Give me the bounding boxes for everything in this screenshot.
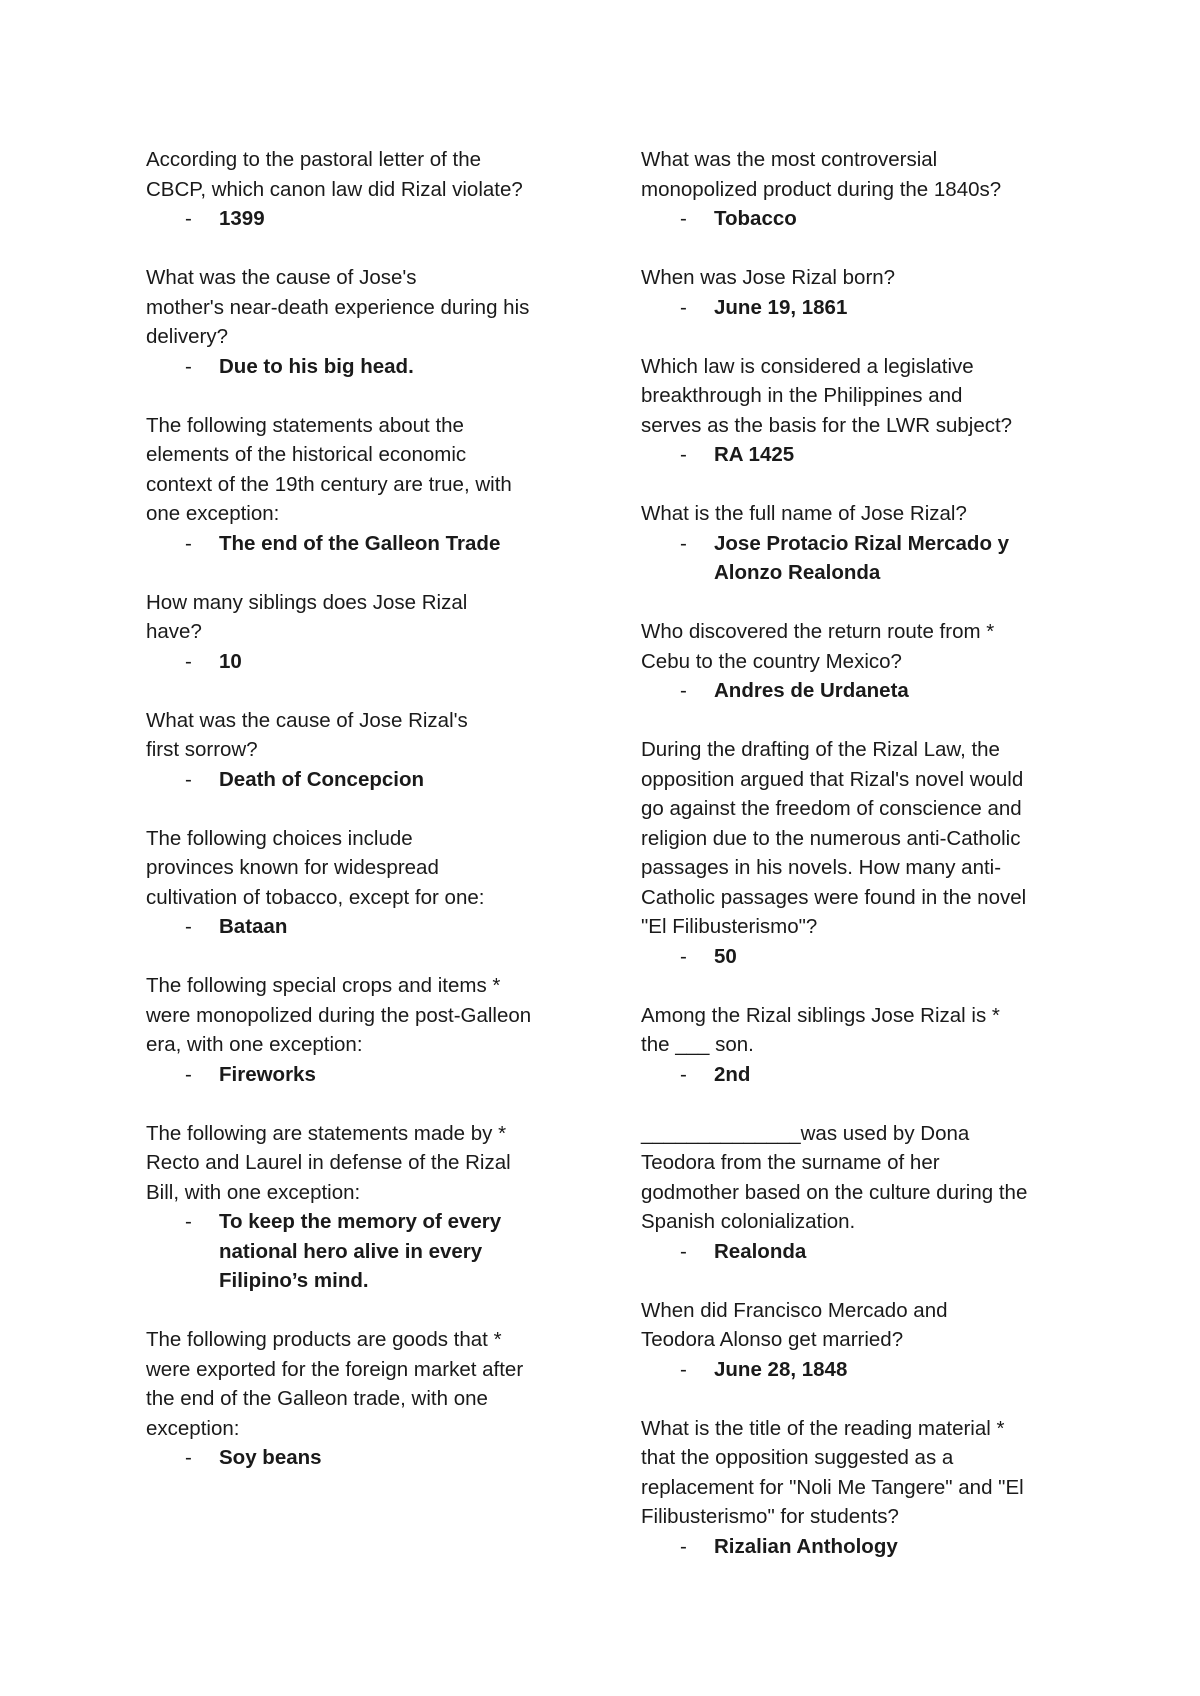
answer-text: 1399 <box>219 207 265 230</box>
bullet-dash: - <box>680 1062 687 1086</box>
bullet-dash: - <box>185 1446 192 1469</box>
answer-text: Fireworks <box>219 1062 316 1086</box>
qa-item <box>146 1325 586 1473</box>
right-column <box>641 145 1081 1591</box>
answer-item <box>641 1532 1081 1562</box>
question-text: The following are statements made by * Recto and Laurel in defense of the Rizal Bill, with one exception: <box>146 1121 511 1204</box>
answer-text: June 19, 1861 <box>714 295 848 319</box>
answer-item <box>641 529 1081 588</box>
qa-item <box>641 1414 1081 1562</box>
qa-item <box>641 352 1081 470</box>
bullet-dash: - <box>680 1534 687 1558</box>
qa-item <box>641 735 1081 971</box>
answer-item <box>146 529 586 559</box>
qa-item <box>641 617 1081 706</box>
answer-text: 2nd <box>714 1062 751 1086</box>
question-text: What is the full name of Jose Rizal? <box>641 502 967 525</box>
bullet-dash: - <box>185 649 192 673</box>
answer-item <box>641 1355 1081 1385</box>
qa-item <box>641 263 1081 322</box>
answer-item <box>146 204 586 234</box>
question-text: The following products are goods that * were exported for the foreign market after the end of the Galleon trade, with one exception: <box>146 1328 524 1440</box>
qa-item <box>146 263 586 381</box>
answer-text: The end of the Galleon Trade <box>219 531 501 555</box>
question-text: What is the title of the reading material * that the opposition suggested as a replacement for "Noli Me Tangere" and "El Filibusterismo" for students? <box>641 1416 1024 1528</box>
question-text: How many siblings does Jose Rizal have? <box>146 590 468 643</box>
bullet-dash: - <box>680 1357 687 1381</box>
answer-text: Death of Concepcion <box>219 767 425 791</box>
question-text: What was the most controversial monopolized product during the 1840s? <box>641 148 1002 201</box>
bullet-dash: - <box>680 207 687 230</box>
answer-text: 10 <box>219 649 242 673</box>
question-text: Which law is considered a legislative breakthrough in the Philippines and serves as the basis for the LWR subject? <box>641 354 1013 437</box>
qa-item <box>146 588 586 677</box>
qa-item <box>146 706 586 795</box>
answer-text: Due to his big head. <box>219 354 414 378</box>
answer-item <box>146 1443 586 1473</box>
answer-text: Jose Protacio Rizal Mercado y Alonzo Realonda <box>714 531 1010 584</box>
answer-item <box>146 647 586 677</box>
question-text: Among the Rizal siblings Jose Rizal is * the ___ son. <box>641 1003 1000 1056</box>
question-text: What was the cause of Jose's mother's near-death experience during his delivery? <box>146 266 530 348</box>
question-text: The following choices include provinces known for widespread cultivation of tobacco, except for one: <box>146 826 485 909</box>
answer-item <box>641 440 1081 470</box>
question-text: What was the cause of Jose Rizal's first sorrow? <box>146 708 468 761</box>
answer-item <box>641 1237 1081 1267</box>
qa-item <box>146 145 586 234</box>
qa-item <box>146 824 586 942</box>
answer-item <box>641 1060 1081 1090</box>
question-text: The following statements about the elements of the historical economic context of the 19th century are true, with one exception: <box>146 413 512 525</box>
qa-item <box>146 971 586 1089</box>
answer-text: Andres de Urdaneta <box>714 679 909 702</box>
question-text: Who discovered the return route from * Cebu to the country Mexico? <box>641 620 995 673</box>
bullet-dash: - <box>185 1062 192 1086</box>
qa-item <box>641 499 1081 588</box>
answer-item <box>146 765 586 795</box>
answer-text: To keep the memory of every national hero alive in every Filipino’s mind. <box>219 1210 502 1292</box>
answer-item <box>641 293 1081 323</box>
bullet-dash: - <box>185 767 192 791</box>
answer-text: Bataan <box>219 915 288 938</box>
answer-text: 50 <box>714 944 737 968</box>
answer-item <box>146 912 586 942</box>
question-text: When did Francisco Mercado and Teodora Alonso get married? <box>641 1298 948 1351</box>
answer-text: Rizalian Anthology <box>714 1534 898 1558</box>
qa-item <box>641 145 1081 234</box>
bullet-dash: - <box>680 1239 687 1263</box>
question-text: During the drafting of the Rizal Law, the opposition argued that Rizal's novel would go against the freedom of conscience and religion due to the numerous anti-Catholic passages in his novels. How many anti- Catholic passages were found in the novel "El Filibusterismo"? <box>641 738 1027 938</box>
bullet-dash: - <box>185 915 192 938</box>
bullet-dash: - <box>680 531 687 555</box>
bullet-dash: - <box>185 354 192 378</box>
answer-text: Tobacco <box>714 207 797 230</box>
qa-item <box>641 1296 1081 1385</box>
question-text: The following special crops and items * were monopolized during the post-Galleon era, with one exception: <box>146 974 532 1056</box>
bullet-dash: - <box>185 207 192 230</box>
answer-text: Soy beans <box>219 1446 322 1469</box>
qa-item <box>641 1001 1081 1090</box>
answer-text: RA 1425 <box>714 443 795 466</box>
answer-item <box>641 676 1081 706</box>
answer-item <box>146 1060 586 1090</box>
question-text: ______________was used by Dona Teodora from the surname of her godmother based on the culture during the Spanish colonialization. <box>641 1121 1028 1233</box>
answer-text: Realonda <box>714 1239 807 1263</box>
bullet-dash: - <box>680 295 687 319</box>
bullet-dash: - <box>680 443 687 466</box>
answer-item <box>641 942 1081 972</box>
left-column <box>146 145 586 1502</box>
bullet-dash: - <box>680 679 687 702</box>
answer-item <box>146 1207 586 1296</box>
qa-item <box>146 1119 586 1296</box>
question-text: According to the pastoral letter of the CBCP, which canon law did Rizal violate? <box>146 148 523 201</box>
bullet-dash: - <box>185 1210 192 1233</box>
qa-item <box>641 1119 1081 1267</box>
qa-item <box>146 411 586 559</box>
answer-item <box>146 352 586 382</box>
bullet-dash: - <box>185 531 192 555</box>
answer-item <box>641 204 1081 234</box>
answer-text: June 28, 1848 <box>714 1357 848 1381</box>
bullet-dash: - <box>680 944 687 968</box>
question-text: When was Jose Rizal born? <box>641 266 896 289</box>
